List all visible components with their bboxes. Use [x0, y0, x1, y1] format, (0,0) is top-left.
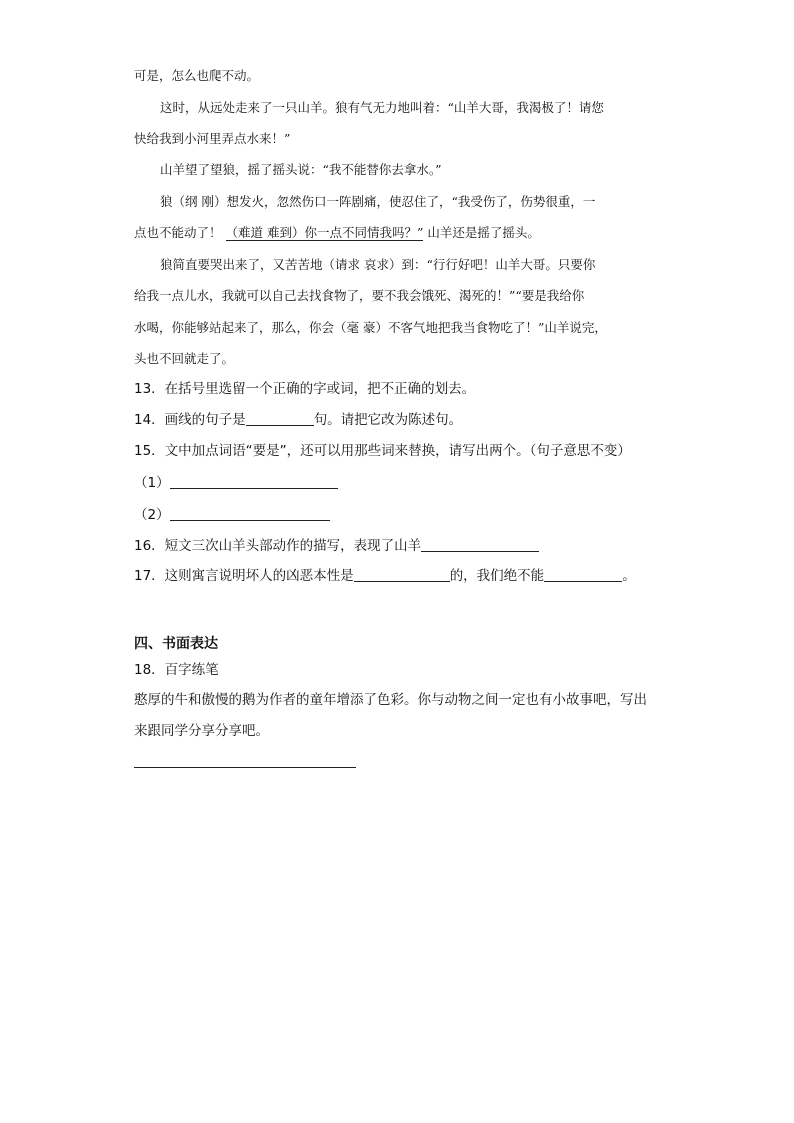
answer-line-1: [134, 473, 338, 493]
story-line: 可是，怎么也爬不动。: [134, 68, 260, 83]
question-15: 15．文中加点词语“要是”，还可以用那些词来替换，请写出两个。（句子意思不变）: [134, 443, 631, 459]
story-text: 点也不能动了！: [134, 225, 222, 240]
story-line: 头也不回就走了。: [134, 351, 235, 366]
story-line: 狼简直要哭出来了，又苦苦地（请求 哀求）到：“行行好吧！山羊大哥。只要你: [160, 257, 596, 272]
writing-answer-line[interactable]: [134, 767, 356, 768]
question-text: 的，我们绝不能: [449, 568, 545, 584]
answer-number: （2）: [134, 507, 170, 523]
section-heading: 四、书面表达: [134, 636, 218, 652]
question-text: 。: [622, 568, 636, 584]
story-line-with-underline: [134, 223, 540, 243]
question-text: 句。请把它改为陈述句。: [313, 412, 463, 428]
story-text: 山羊还是摇了摇头。: [427, 225, 540, 240]
story-line: 山羊望了望狼，摇了摇头说：“我不能替你去拿水。”: [160, 162, 442, 177]
answer-blank[interactable]: [354, 567, 450, 582]
question-text: 16．短文三次山羊头部动作的描写，表现了山羊: [134, 538, 422, 554]
story-line: 狼（纲 刚）想发火，忽然伤口一阵剧痛，使忍住了，“我受伤了，伤势很重，一: [160, 194, 596, 209]
answer-blank[interactable]: [170, 474, 338, 489]
question-14: [134, 410, 462, 430]
answer-blank[interactable]: [421, 537, 539, 552]
question-text: 14．画线的句子是: [134, 412, 246, 428]
story-line: 水喝，你能够站起来了，那么，你会（毫 豪）不客气地把我当食物吃了！”山羊说完，: [134, 320, 607, 335]
question-13: 13．在括号里选留一个正确的字或词，把不正确的划去。: [134, 381, 476, 397]
answer-number: （1）: [134, 475, 170, 491]
answer-blank[interactable]: [170, 506, 330, 521]
story-line: 这时，从远处走来了一只山羊。狼有气无力地叫着：“山羊大哥，我渴极了！请您: [160, 100, 604, 115]
story-line: 快给我到小河里弄点水来！”: [134, 131, 291, 146]
writing-prompt: 憨厚的牛和傲慢的鹅为作者的童年增添了色彩。你与动物之间一定也有小故事吧，写出: [134, 692, 647, 708]
story-line: 给我一点儿水，我就可以自己去找食物了，要不我会饿死、渴死的！”“要是我给你: [134, 288, 585, 303]
answer-blank[interactable]: [246, 411, 314, 426]
writing-prompt: 来跟同学分享分享吧。: [134, 723, 269, 739]
answer-blank[interactable]: [544, 567, 622, 582]
answer-line-2: [134, 505, 330, 525]
question-18: 18．百字练笔: [134, 662, 219, 678]
question-16: [134, 536, 539, 556]
question-text: 17．这则寓言说明坏人的凶恶本性是: [134, 568, 354, 584]
question-17: [134, 566, 636, 586]
underlined-sentence: （难道 难到）你一点不同情我吗？”: [225, 225, 424, 240]
